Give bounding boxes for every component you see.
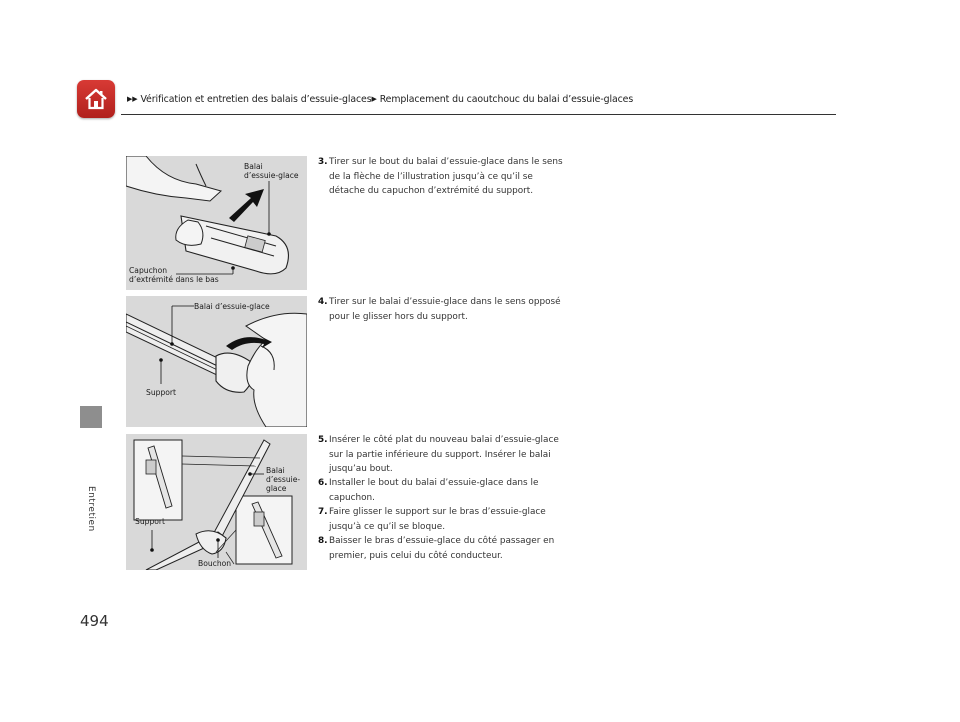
callout-wiper-blade: Balai d’essuie-glace [244,162,299,180]
figure-remove-blade-end [126,156,307,290]
step-4 [318,295,568,324]
figure-slide-blade-out [126,296,307,427]
callout-cap: Bouchon [198,559,232,568]
step-text: Tirer sur le bout du balai d’essuie-glace dans le sens de la flèche de l’illustration jusqu’à ce qu’il se détache du capuchon d’extrémité du support. [329,157,563,196]
callout-wiper-blade: Balai d’essuie-glace [194,302,270,311]
step-number: 4. [318,297,328,307]
callout-end-cap: Capuchon d’extrémité dans le bas [129,266,219,284]
step-3 [318,155,568,199]
home-button[interactable] [77,80,115,118]
step-5 [318,433,568,477]
step-number: 7. [318,507,328,517]
breadcrumb [127,94,633,105]
step-number: 6. [318,478,328,488]
wiper-install-illustration [126,434,307,570]
step-text: Installer le bout du balai d’essuie-glace dans le capuchon. [329,478,539,503]
step-number: 5. [318,435,328,445]
breadcrumb-current: Remplacement du caoutchouc du balai d’essuie-glaces [379,94,634,105]
breadcrumb-arrow-icon: ▶▶ [127,95,138,103]
chapter-tab[interactable] [80,406,102,428]
step-text: Baisser le bras d’essuie-glace du côté passager en premier, puis celui du côté conducteur. [329,536,555,561]
chapter-label: Entretien [86,486,96,532]
wiper-support-illustration [126,296,307,427]
callout-wiper-blade: Balai d’essuie- glace [266,466,301,493]
step-6 [318,476,568,505]
step-number: 8. [318,536,328,546]
step-text: Insérer le côté plat du nouveau balai d’essuie-glace sur la partie inférieure du support. Insérer le balai jusqu’au bout. [329,435,559,474]
breadcrumb-separator-icon: ▶ [371,95,377,103]
breadcrumb-section-link[interactable]: Vérification et entretien des balais d’essuie-glaces [140,94,372,105]
callout-support: Support [135,517,166,526]
callout-support: Support [146,388,177,397]
step-number: 3. [318,157,328,167]
page-number: 494 [80,612,109,630]
step-8 [318,534,568,563]
figure-insert-new-blade [126,434,307,570]
home-icon [83,86,109,112]
step-text: Faire glisser le support sur le bras d’essuie-glace jusqu’à ce qu’il se bloque. [329,507,546,532]
step-7 [318,505,568,534]
step-text: Tirer sur le balai d’essuie-glace dans le sens opposé pour le glisser hors du support. [329,297,561,322]
header-divider [121,114,836,115]
